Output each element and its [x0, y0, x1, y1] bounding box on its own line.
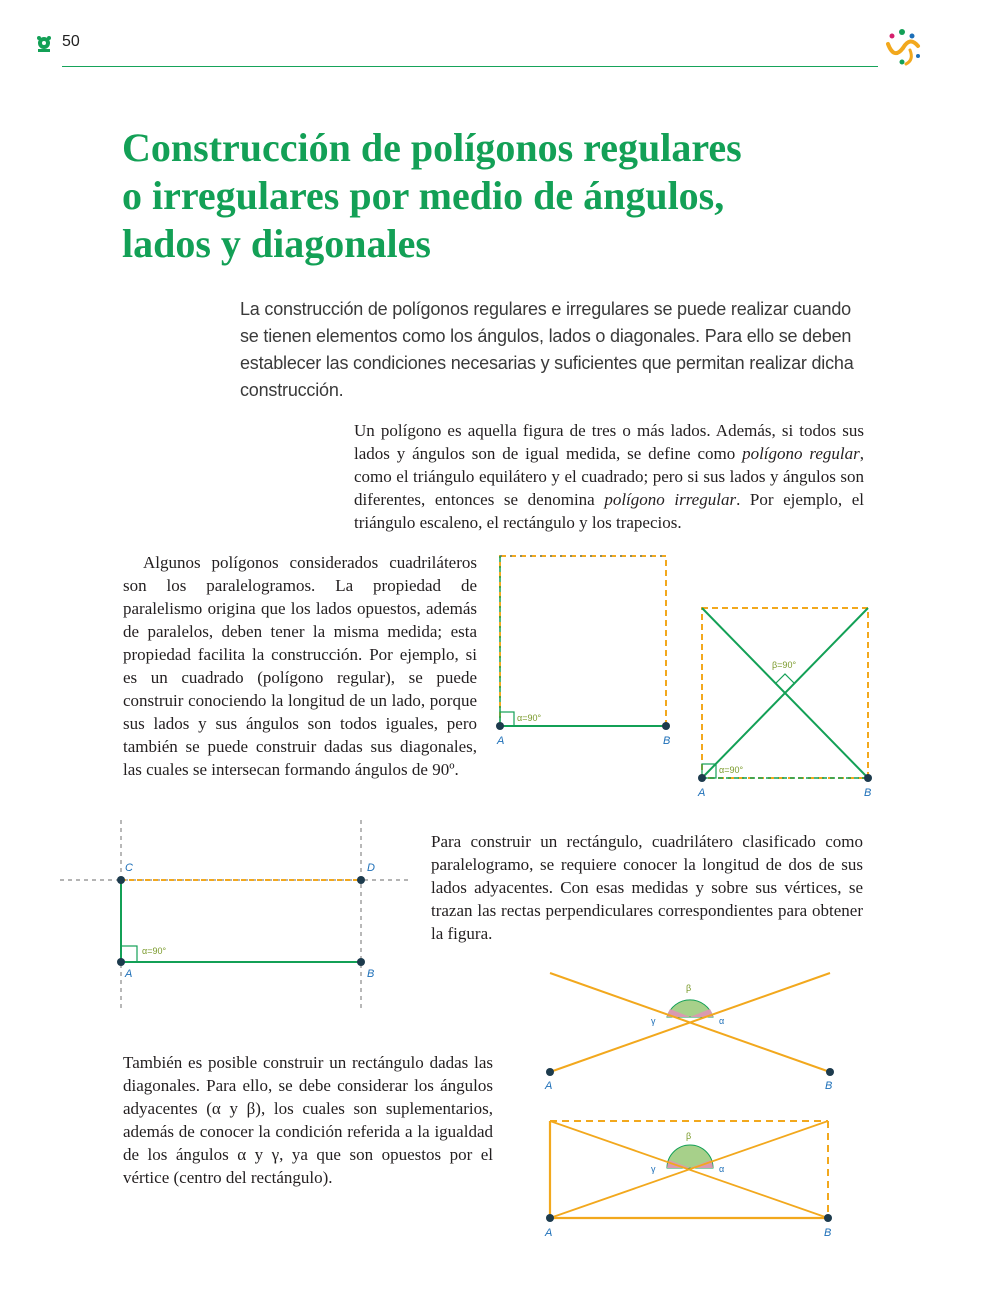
alpha-label: α: [719, 1016, 725, 1026]
angle-alpha-label: α=90°: [719, 765, 744, 775]
vertex-c-point: [117, 876, 125, 884]
term-regular: polígono regular: [742, 444, 860, 463]
vertex-d-point: [357, 876, 365, 884]
vertex-a-point: [546, 1214, 554, 1222]
definition-text: Un polígono es aquella figura de tres o más lados. Además, si todos sus lados y ángulos son de igual medida, se define como: [354, 421, 864, 463]
vertex-b-label: B: [864, 787, 872, 799]
vertex-a-point: [496, 722, 504, 730]
square-diagonals-figure: [692, 600, 882, 800]
vertex-b-point: [357, 958, 365, 966]
vertex-c-label: C: [125, 862, 133, 874]
rectangle-paragraph: Para construir un rectángulo, cuadrilátero clasificado como paralelogramo, se requiere conocer la longitud de dos de sus lados adyacentes. Con esas medidas y sobre sus vértices, se trazan las rectas perpendiculares correspondientes para obtener la figura.: [431, 832, 863, 943]
title-line: o irregulares por medio de ángulos,: [122, 173, 725, 218]
diagonals-paragraph: También es posible construir un rectángulo dadas las diagonales. Para ello, se debe considerar los ángulos adyacentes (α y β), los cuales son suplementarios, además de conocer la condición referida a la igualdad de los ángulos α y γ, ya que son opuestos por el vértice (centro del rectángulo).: [123, 1053, 493, 1187]
angle-label: α=90°: [517, 713, 542, 723]
vertex-b-label: B: [824, 1227, 832, 1239]
vertex-a-label: A: [545, 1080, 553, 1092]
beta-label: β: [686, 1131, 692, 1141]
vertex-b-label: B: [663, 735, 671, 747]
vertex-b-point: [662, 722, 670, 730]
vertex-a-label: A: [497, 735, 505, 747]
chapter-icon: [34, 34, 54, 54]
vertex-a-point: [546, 1068, 554, 1076]
rectangle-diagonals-figure: [540, 1112, 840, 1242]
vertex-a-point: [117, 958, 125, 966]
vertex-a-point: [698, 774, 706, 782]
gamma-label: γ: [651, 1016, 656, 1026]
crossing-diagonals-figure: [540, 965, 840, 1093]
gamma-label: γ: [651, 1164, 656, 1174]
beta-label: β: [686, 983, 692, 993]
brand-logo-icon: [880, 24, 926, 70]
intro-paragraph: La construcción de polígonos regulares e irregulares se puede realizar cuando se tienen elementos como los ángulos, lados o diagonales. Para ello se deben establecer las condiciones necesarias y suficientes que permitan realizar dicha construcción.: [240, 299, 854, 400]
angle-beta-label: β=90°: [772, 660, 797, 670]
vertex-a-label: A: [545, 1227, 553, 1239]
vertex-b-point: [824, 1214, 832, 1222]
square-outline: [500, 556, 666, 726]
title-line: lados y diagonales: [122, 221, 431, 266]
right-angle-mark: [775, 674, 795, 684]
alpha-label: α: [719, 1164, 725, 1174]
vertex-a-label: A: [125, 968, 133, 980]
definition-text: . Por ejemplo, el triángulo escaleno, el rectángulo y los trapecios.: [354, 490, 864, 532]
vertex-d-label: D: [367, 862, 375, 874]
header-rule: [62, 66, 878, 67]
term-irregular: polígono irregular: [604, 490, 737, 509]
angle-label: α=90°: [142, 946, 167, 956]
square-sides-figure: [490, 550, 680, 750]
page-number: 50: [62, 33, 80, 50]
vertex-b-point: [864, 774, 872, 782]
vertex-b-label: B: [825, 1080, 833, 1092]
vertex-a-label: A: [698, 787, 706, 799]
definition-paragraph: [354, 419, 864, 534]
rectangle-sides-figure: [60, 820, 420, 1015]
page-title: [122, 124, 842, 268]
vertex-b-point: [826, 1068, 834, 1076]
title-line: Construcción de polígonos regulares: [122, 125, 742, 170]
vertex-b-label: B: [367, 968, 375, 980]
squares-paragraph: Algunos polígonos considerados cuadriláteros son los paralelogramos. La propiedad de paralelismo origina que los lados opuestos, además de paralelos, deben tener la misma medida; esta propiedad facilita la construcción. Por ejemplo, si es un cuadrado (polígono regular), se puede construir conociendo la longitud de un lado, porque sus lados y sus ángulos son todos iguales, pero también se puede construir dadas sus diagonales, las cuales se intersecan formando ángulos de 90º.: [123, 553, 477, 779]
definition-text: , como el triángulo equilátero y el cuadrado; pero si sus lados y ángulos son diferentes, entonces se denomina: [354, 444, 864, 509]
